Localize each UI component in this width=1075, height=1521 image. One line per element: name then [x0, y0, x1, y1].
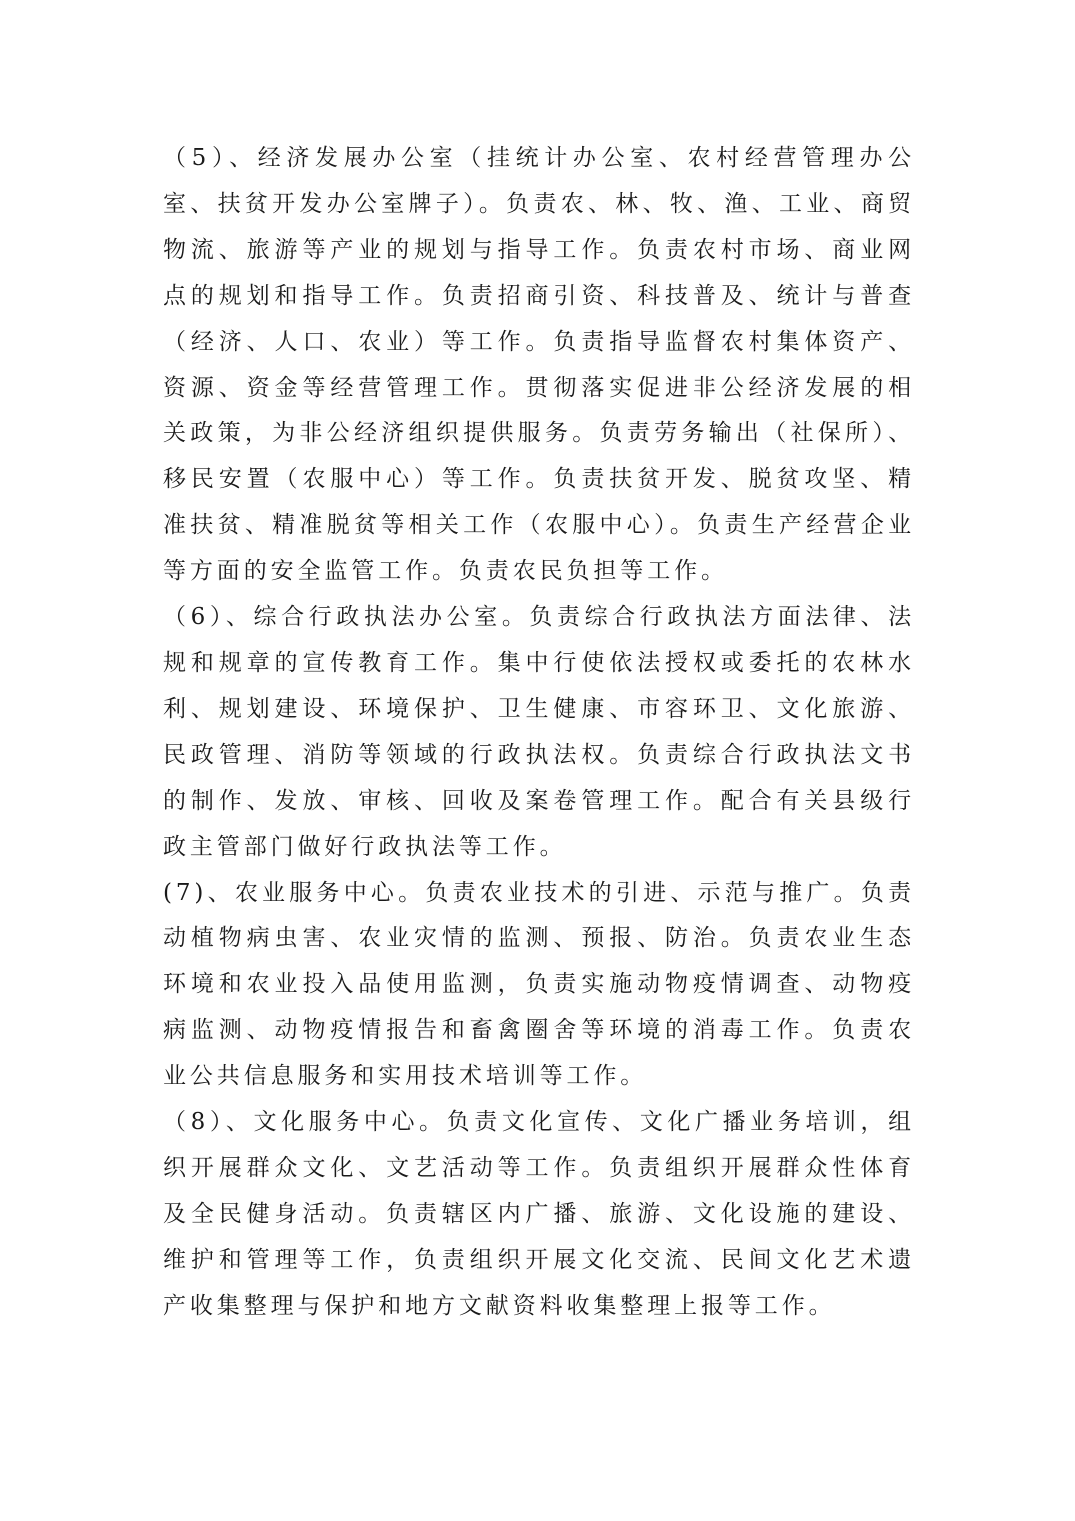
document-body [163, 136, 915, 1330]
paragraph-agricultural-service-center: (7)、农业服务中心。负责农业技术的引进、示范与推广。负责动植物病虫害、农业灾情的监测、预报、防治。负责农业生态环境和农业投入品使用监测，负责实施动物疫情调查、动物疫病监测、动物疫情报告和畜禽圈舍等环境的消毒工作。负责农业公共信息服务和实用技术培训等工作。 [163, 879, 915, 1090]
paragraph-administrative-enforcement-office: （6）、综合行政执法办公室。负责综合行政执法方面法律、法规和规章的宣传教育工作。集中行使依法授权或委托的农林水利、规划建设、环境保护、卫生健康、市容环卫、文化旅游、民政管理、消防等领域的行政执法权。负责综合行政执法文书的制作、发放、审核、回收及案卷管理工作。配合有关县级行政主管部门做好行政执法等工作。 [163, 604, 915, 860]
paragraph-economic-development-office: （5）、经济发展办公室（挂统计办公室、农村经营管理办公室、扶贫开发办公室牌子）。负责农、林、牧、渔、工业、商贸物流、旅游等产业的规划与指导工作。负责农村市场、商业网点的规划和指导工作。负责招商引资、科技普及、统计与普查（经济、人口、农业）等工作。负责指导监督农村集体资产、资源、资金等经营管理工作。贯彻落实促进非公经济发展的相关政策，为非公经济组织提供服务。负责劳务输出（社保所）、移民安置（农服中心）等工作。负责扶贫开发、脱贫攻坚、精准扶贫、精准脱贫等相关工作（农服中心）。负责生产经营企业等方面的安全监管工作。负责农民负担等工作。 [163, 145, 915, 585]
paragraph-cultural-service-center: （8）、文化服务中心。负责文化宣传、文化广播业务培训，组织开展群众文化、文艺活动等工作。负责组织开展群众性体育及全民健身活动。负责辖区内广播、旅游、文化设施的建设、维护和管理等工作，负责组织开展文化交流、民间文化艺术遗产收集整理与保护和地方文献资料收集整理上报等工作。 [163, 1109, 915, 1319]
